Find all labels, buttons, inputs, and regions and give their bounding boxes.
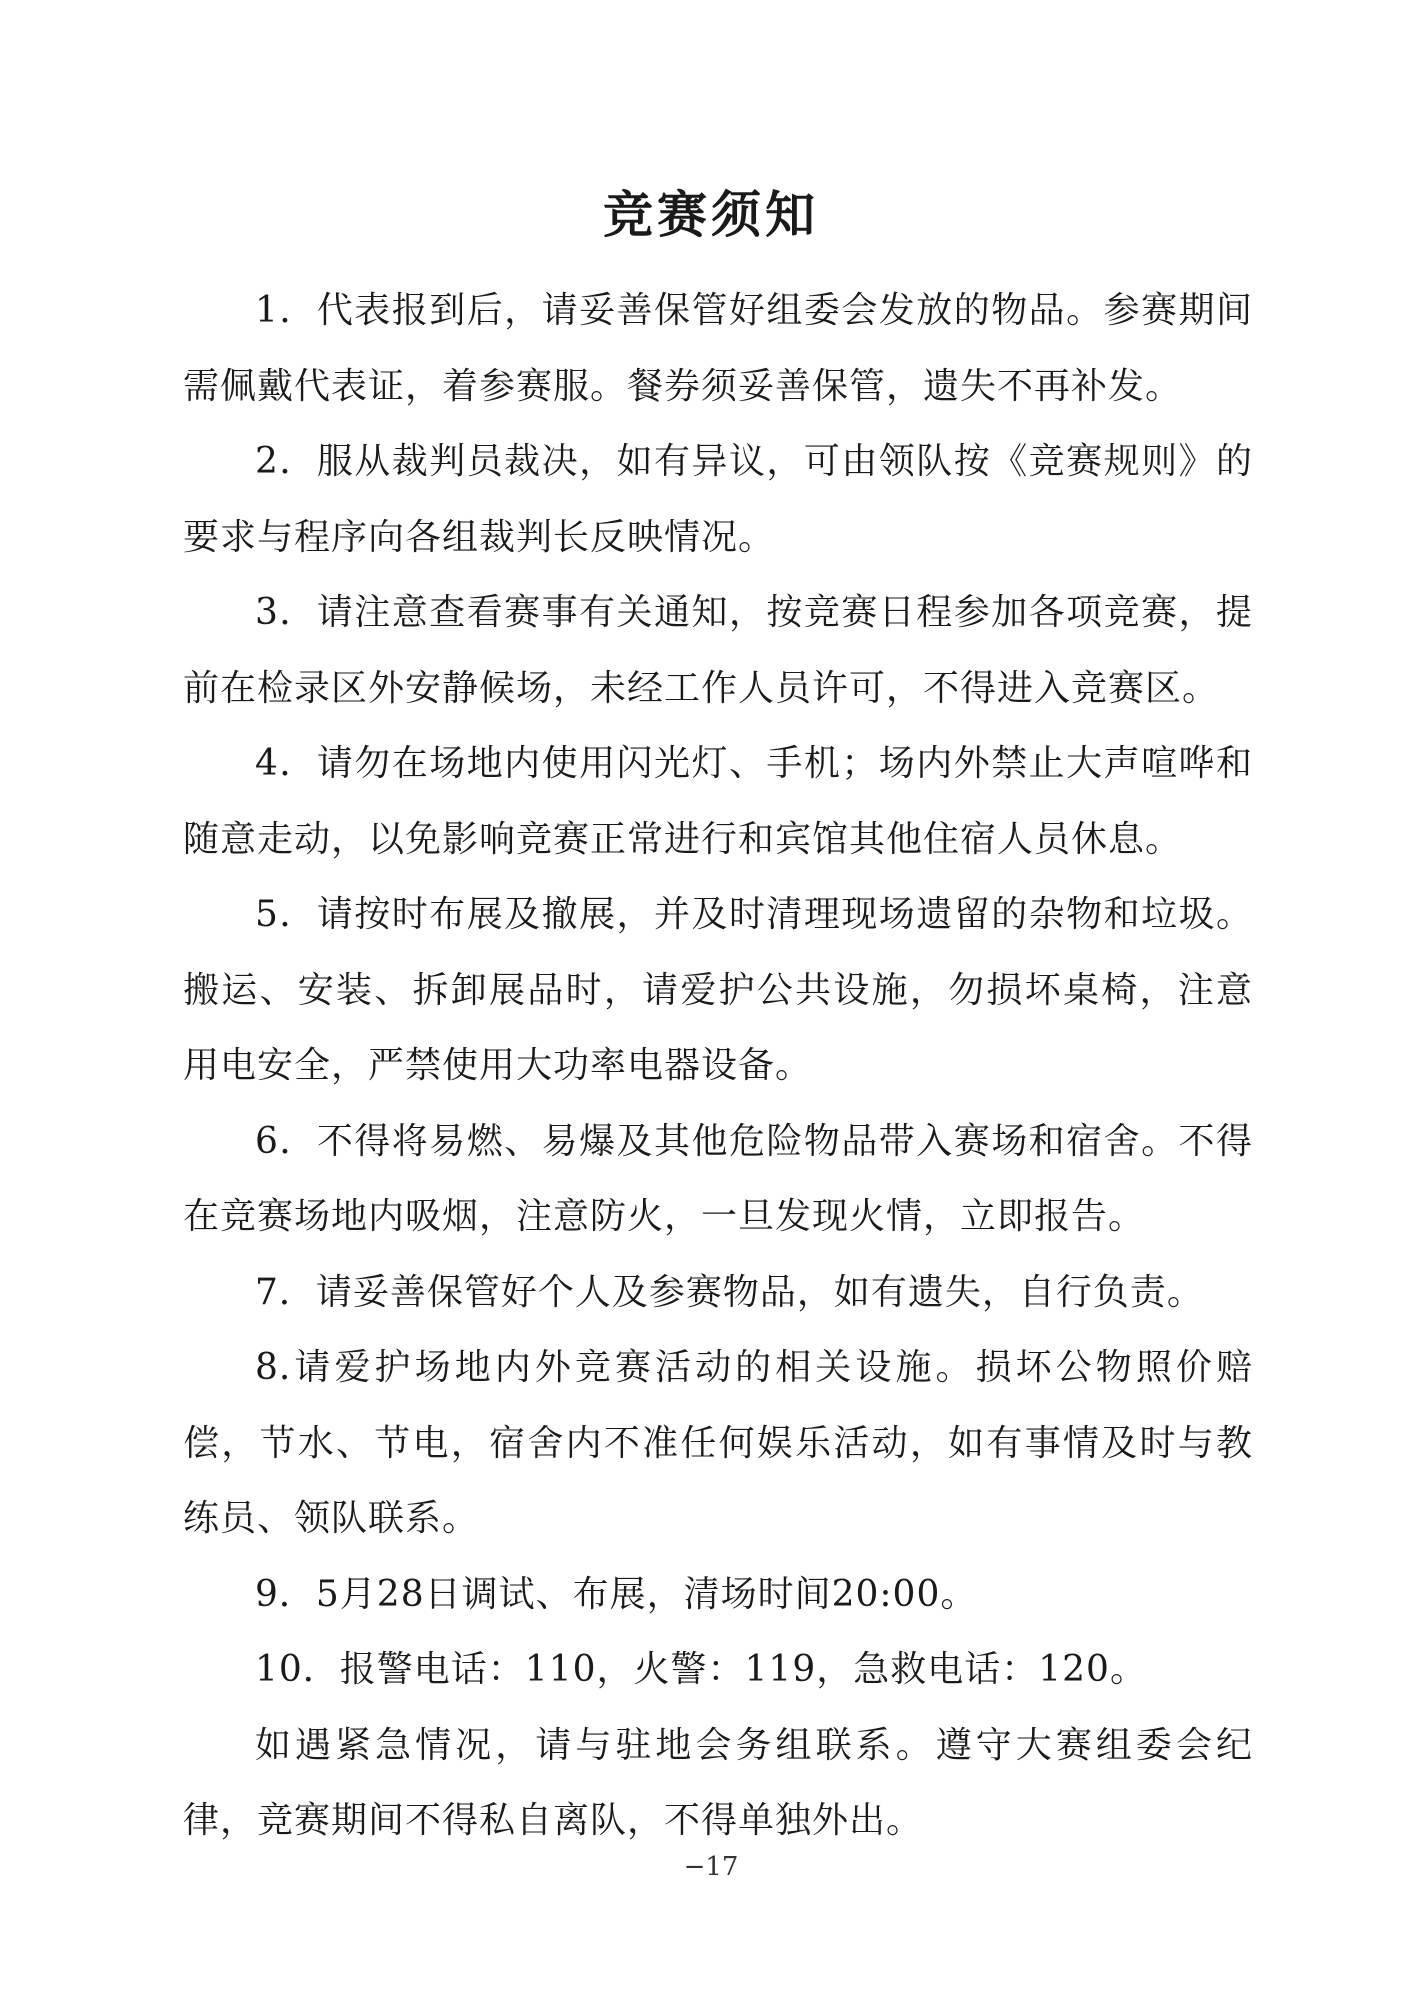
notice-item-6: 6．不得将易燃、易爆及其他危险物品带入赛场和宿舍。不得在竞赛场地内吸烟，注意防火，一旦发现火情，立即报告。: [183, 1120, 1253, 1237]
notice-item-4: 4．请勿在场地内使用闪光灯、手机；场内外禁止大声喧哗和随意走动，以免影响竞赛正常进行和宾馆其他住宿人员休息。: [183, 743, 1253, 860]
notice-item-1: 1．代表报到后，请妥善保管好组委会发放的物品。参赛期间需佩戴代表证，着参赛服。餐券须妥善保管，遗失不再补发。: [183, 290, 1253, 407]
notice-item-10: 10．报警电话：110，火警：119，急救电话：120。: [255, 1649, 1147, 1690]
page-number: −17: [683, 1852, 739, 1882]
notice-item-5: 5．请按时布展及撤展，并及时清理现场遗留的杂物和垃圾。搬运、安装、拆卸展品时，请爱护公共设施，勿损坏桌椅，注意用电安全，严禁使用大功率电器设备。: [183, 894, 1253, 1086]
notice-item-3: 3．请注意查看赛事有关通知，按竞赛日程参加各项竞赛，提前在检录区外安静候场，未经工作人员许可，不得进入竞赛区。: [183, 592, 1253, 709]
page-title: 竞赛须知: [603, 185, 819, 244]
notice-item-8: 8.请爱护场地内外竞赛活动的相关设施。损坏公物照价赔偿，节水、节电，宿舍内不准任何娱乐活动，如有事情及时与教练员、领队联系。: [183, 1347, 1253, 1539]
notice-body: [183, 273, 1253, 1859]
notice-item-7: 7．请妥善保管好个人及参赛物品，如有遗失，自行负责。: [255, 1271, 1204, 1313]
notice-item-2: 2．服从裁判员裁决，如有异议，可由领队按《竞赛规则》的要求与程序向各组裁判长反映情况。: [183, 441, 1253, 558]
notice-closing: 如遇紧急情况，请与驻地会务组联系。遵守大赛组委会纪律，竞赛期间不得私自离队，不得单独外出。: [183, 1724, 1253, 1841]
notice-item-9: 9．5月28日调试、布展，清场时间20:00。: [255, 1573, 978, 1615]
